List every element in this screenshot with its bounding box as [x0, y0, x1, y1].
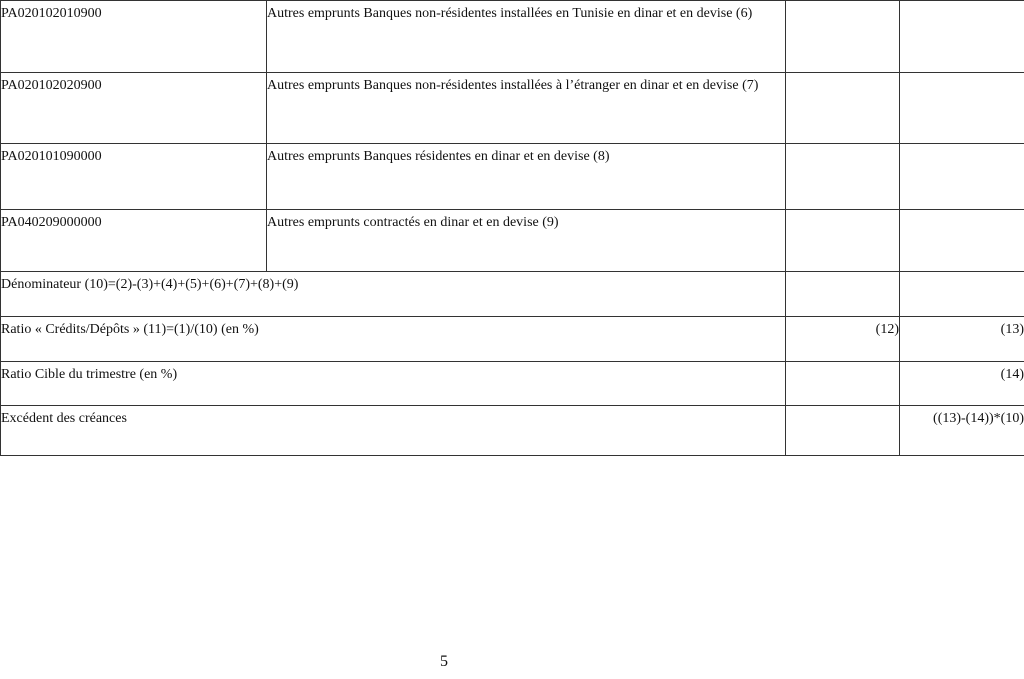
value-cell	[786, 210, 900, 272]
excess-col4: ((13)-(14))*(10)	[900, 406, 1024, 456]
row-code: PA020101090000	[1, 144, 267, 210]
target-label: Ratio Cible du trimestre (en %)	[1, 362, 786, 406]
ratio-row	[1, 317, 1024, 362]
excess-label: Excédent des créances	[1, 406, 786, 456]
excess-row	[1, 406, 1024, 456]
value-cell	[900, 73, 1024, 144]
row-code: PA040209000000	[1, 210, 267, 272]
target-col4: (14)	[900, 362, 1024, 406]
value-cell	[900, 210, 1024, 272]
denominator-col4	[900, 272, 1024, 317]
row-label: Autres emprunts contractés en dinar et en devise (9)	[267, 210, 786, 272]
denominator-row	[1, 272, 1024, 317]
excess-col3	[786, 406, 900, 456]
page-number: 5	[440, 653, 448, 670]
row-code: PA020102010900	[1, 1, 267, 73]
target-col3	[786, 362, 900, 406]
ratio-col3: (12)	[786, 317, 900, 362]
row-label: Autres emprunts Banques non-résidentes installées en Tunisie en dinar et en devise (6)	[267, 1, 786, 73]
value-cell	[900, 1, 1024, 73]
denominator-col3	[786, 272, 900, 317]
table-row	[1, 73, 1024, 144]
row-label: Autres emprunts Banques non-résidentes installées à l’étranger en dinar et en devise (7)	[267, 73, 786, 144]
value-cell	[786, 73, 900, 144]
ratio-label: Ratio « Crédits/Dépôts » (11)=(1)/(10) (en %)	[1, 317, 786, 362]
table-row	[1, 1, 1024, 73]
value-cell	[786, 1, 900, 73]
denominator-label: Dénominateur (10)=(2)-(3)+(4)+(5)+(6)+(7)+(8)+(9)	[1, 272, 786, 317]
table-row	[1, 210, 1024, 272]
target-row	[1, 362, 1024, 406]
row-code: PA020102020900	[1, 73, 267, 144]
value-cell	[900, 144, 1024, 210]
row-label: Autres emprunts Banques résidentes en dinar et en devise (8)	[267, 144, 786, 210]
table-row	[1, 144, 1024, 210]
value-cell	[786, 144, 900, 210]
ratio-col4: (13)	[900, 317, 1024, 362]
